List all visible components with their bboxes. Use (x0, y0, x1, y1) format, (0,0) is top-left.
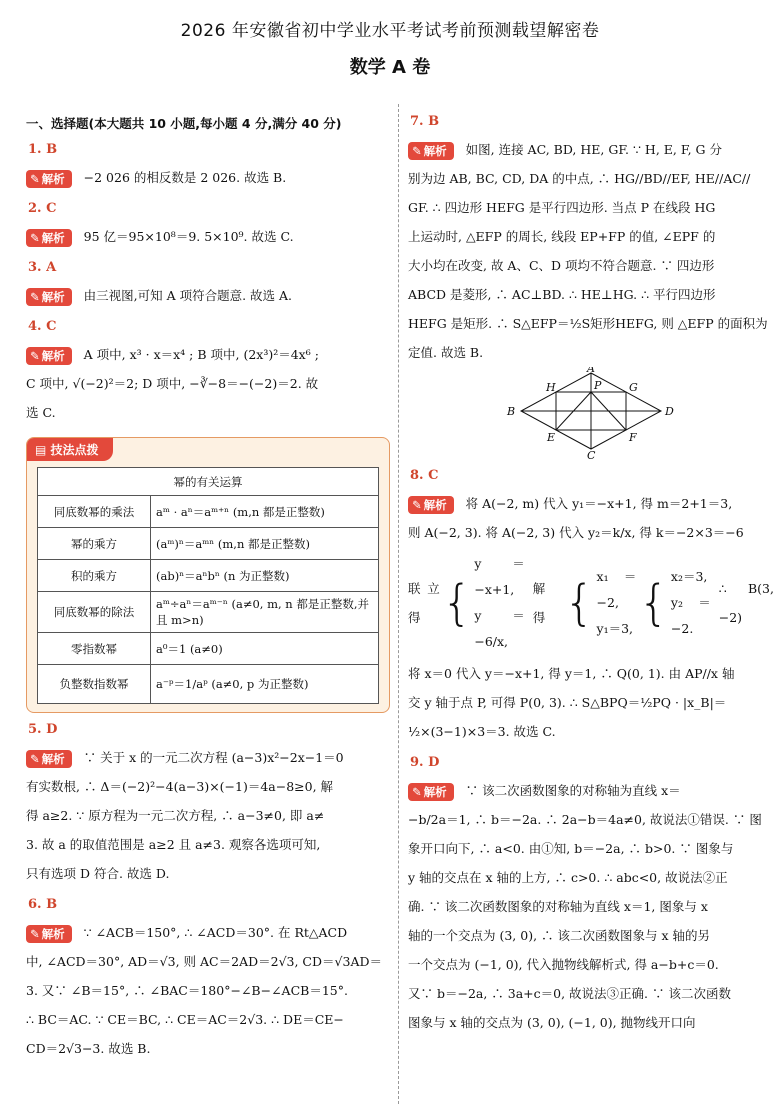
analysis-badge: ✎ 解析 (408, 496, 454, 514)
analysis-block: ✎ 解析 将 A(−2, m) 代入 y₁＝−x+1, 得 m＝2+1＝3, 则 A(−2, 3). 将 A(−2, 3) 代入 y₂＝k/x, 得 k＝−2×3＝−6 联立得 { y＝−x+1, y＝−6/x, 解得 { x₁＝−2, y₁＝3, { x₂＝3, y₂＝−2. ∴ B(3, −2) 将 x＝0 代入 y＝−x+1, 得 y＝1, ∴ Q(0, 1). 由 AP//x 轴 交 y 轴于点 P, 可得 P(0, 3). ∴ S△BPQ＝½PQ · |x_B|＝ ½×(3−1)×3＝3. 故选 C. (408, 496, 774, 739)
analysis-block: ✎ 解析 如图, 连接 AC, BD, HE, GF. ∵ H, E, F, G 分 别为边 AB, BC, CD, DA 的中点, ∴ HG//BD//EF, HE//AC// GF. ∴ 四边形 HEFG 是平行四边形. 当点 P 在线段 HG 上运动时, △EFP 的周长, 线段 EP+FP 的值, ∠EPF 的 大小均在改变, 故 A、C、D 项均不符合题意. ∵ 四边形 ABCD 是菱形, ∴ AC⊥BD. ∴ HE⊥HG. ∴ 平行四边形 HEFG 是矩形. ∴ S△EFP＝½S矩形HEFG, 则 △EFP 的面积为 定值. 故选 B. (408, 142, 768, 360)
question-number: 9. D (410, 755, 440, 770)
analysis-badge: ✎ 解析 (408, 783, 454, 801)
analysis-block: ✎ 解析 ∵ 关于 x 的一元二次方程 (a−3)x²−2x−1＝0 有实数根, ∴ Δ＝(−2)²−4(a−3)×(−1)＝4a−8≥0, 解 得 a≥2. ∵ 原方程为一元二次方程, ∴ a−3≠0, 即 a≠ 3. 故 a 的取值范围是 a≥2 且 a≠3. 观察各选项可知, 只有选项 D 符合. 故选 D. (26, 750, 344, 881)
pen-icon: ✎ (30, 348, 40, 363)
table-row: 负整数指数幂 a⁻ᵖ＝1/aᵖ (a≠0, p 为正整数) (38, 665, 379, 704)
pen-icon: ✎ (412, 784, 422, 799)
question-number: 4. C (28, 319, 57, 334)
tip-box (26, 437, 390, 713)
question-number: 1. B (28, 142, 58, 157)
label-A: A (587, 367, 595, 375)
question-number: 6. B (28, 897, 58, 912)
equation-system: 联立得 { y＝−x+1, y＝−6/x, 解得 { x₁＝−2, y₁＝3, { x₂＝3, y₂＝−2. ∴ B(3, −2) (408, 556, 774, 649)
analysis-block: ✎ 解析 ∵ 该二次函数图象的对称轴为直线 x＝ −b/2a＝1, ∴ b＝−2a. ∴ 2a−b＝4a≠0, 故说法①错误. ∵ 图 象开口向下, ∴ a<0. 由①知, b＝−2a, ∴ b>0. ∵ 图象与 y 轴的交点在 x 轴的上方, ∴ c>0. ∴ abc<0, 故说法②正 确. ∵ 该二次函数图象的对称轴为直线 x＝1, 图象与 x 轴的一个交点为 (3, 0), ∴ 该二次函数图象与 x 轴的另 一个交点为 (−1, 0), 代入抛物线解析式, 得 a−b+c＝0. 又∵ b＝−2a, ∴ 3a+c＝0, 故说法③正确. ∵ 该二次函数 图象与 x 轴的交点为 (3, 0), (−1, 0), 抛物线开口向 (408, 783, 762, 1030)
table-row: 同底数幂的乘法 aᵐ · aⁿ＝aᵐ⁺ⁿ (m,n 都是正整数) (38, 496, 379, 528)
table-row: 幂的乘方 (aᵐ)ⁿ＝aᵐⁿ (m,n 都是正整数) (38, 528, 379, 560)
pen-icon: ✎ (412, 143, 422, 158)
rhombus-diagram (501, 367, 681, 459)
label-C: C (587, 449, 596, 459)
label-P: P (594, 379, 602, 392)
column-divider (398, 104, 399, 1104)
pen-icon: ✎ (30, 926, 40, 941)
question-number: 3. A (28, 260, 57, 275)
label-G: G (629, 381, 638, 394)
analysis-block: ✎ 解析 A 项中, x³ · x＝x⁴ ; B 项中, (2x³)²＝4x⁶ ; C 项中, √(−2)²＝2; D 项中, −∛−8＝−(−2)＝2. 故 选 C. (26, 347, 319, 420)
question-number: 8. C (410, 468, 439, 483)
page-header (0, 10, 780, 79)
pen-icon: ✎ (30, 289, 40, 304)
document-icon: ▤ (35, 443, 51, 457)
analysis-badge: ✎ 解析 (26, 170, 72, 188)
analysis-badge: ✎ 解析 (26, 229, 72, 247)
label-E: E (547, 431, 556, 444)
table-row: 同底数幂的除法 aᵐ÷aⁿ＝aᵐ⁻ⁿ (a≠0, m, n 都是正整数,并且 m>n) (38, 592, 379, 633)
pen-icon: ✎ (30, 230, 40, 245)
analysis-block: ✎ 解析 −2 026 的相反数是 2 026. 故选 B. (26, 163, 390, 192)
table-row: 零指数幂 a⁰＝1 (a≠0) (38, 633, 379, 665)
analysis-block: ✎ 解析 95 亿＝95×10⁸＝9. 5×10⁹. 故选 C. (26, 222, 390, 251)
label-H: H (546, 381, 556, 394)
pen-icon: ✎ (30, 751, 40, 766)
analysis-badge: ✎ 解析 (26, 347, 72, 365)
analysis-block: ✎ 解析 ∵ ∠ACB＝150°, ∴ ∠ACD＝30°. 在 Rt△ACD 中, ∠ACD＝30°, AD＝√3, 则 AC＝2AD＝2√3, CD＝√3AD＝ 3. 又∵ ∠B＝15°, ∴ ∠BAC＝180°−∠B−∠ACB＝15°. ∴ BC＝AC. ∵ CE＝BC, ∴ CE＝AC＝2√3. ∴ DE＝CE− CD＝2√3−3. 故选 B. (26, 925, 382, 1056)
tip-heading: ▤ 技法点拨 (27, 438, 113, 461)
label-B: B (507, 405, 516, 418)
page-title: 2026 年安徽省初中学业水平考试考前预测载望解密卷 (180, 21, 600, 41)
right-column (408, 112, 774, 1037)
exponent-rules-table (37, 467, 379, 704)
rhombus-figure (408, 367, 774, 459)
table-header: 幂的有关运算 (38, 468, 379, 496)
question-number: 7. B (410, 114, 440, 129)
analysis-badge: ✎ 解析 (408, 142, 454, 160)
analysis-badge: ✎ 解析 (26, 288, 72, 306)
pen-icon: ✎ (30, 171, 40, 186)
analysis-badge: ✎ 解析 (26, 750, 72, 768)
pen-icon: ✎ (412, 497, 422, 512)
page-subtitle: 数学 A 卷 (349, 57, 431, 78)
table-row: 积的乘方 (ab)ⁿ＝aⁿbⁿ (n 为正整数) (38, 560, 379, 592)
analysis-badge: ✎ 解析 (26, 925, 72, 943)
label-D: D (665, 405, 674, 418)
question-number: 5. D (28, 722, 58, 737)
section-heading: 一、选择题(本大题共 10 小题,每小题 4 分,满分 40 分) (26, 116, 342, 131)
question-number: 2. C (28, 201, 57, 216)
left-column (26, 112, 390, 1063)
label-F: F (629, 431, 637, 444)
analysis-block: ✎ 解析 由三视图,可知 A 项符合题意. 故选 A. (26, 281, 390, 310)
